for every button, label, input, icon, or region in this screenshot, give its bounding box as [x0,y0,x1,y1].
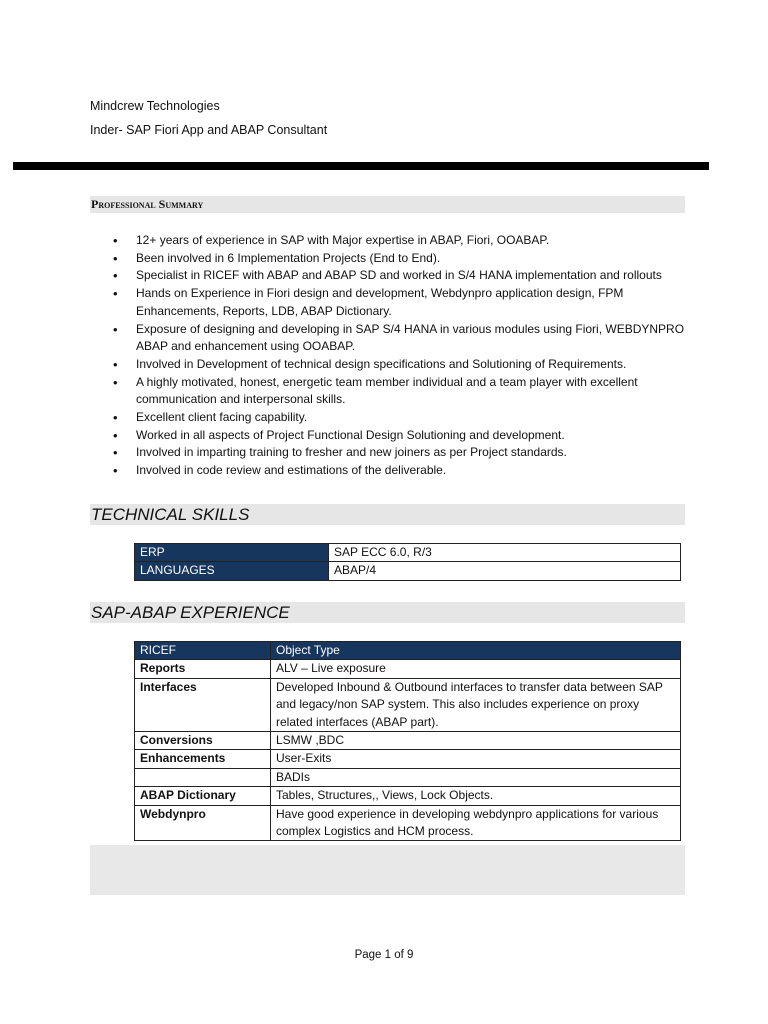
summary-title: Professional Summary [91,197,204,211]
table-row [135,750,681,768]
technical-skills-title: TECHNICAL SKILLS [91,505,250,524]
technical-skills-table [134,543,681,581]
consultant-role: Inder- SAP Fiori App and ABAP Consultant [90,123,328,137]
ricef-type: Reports [135,660,271,678]
abap-experience-bar [90,602,685,623]
object-description: ALV – Live exposure [271,660,681,678]
ricef-type: Webdynpro [135,805,271,841]
summary-list [110,232,690,480]
abap-experience-title: SAP-ABAP EXPERIENCE [91,603,290,622]
table-row [135,805,681,841]
object-description: User-Exits [271,750,681,768]
summary-item: • Exposure of designing and developing in SAP S/4 HANA in various modules using Fiori, WEBDYNPRO ABAP and enhancement using OOABAP. [110,321,690,356]
page-number: Page 1 of 9 [354,949,414,961]
summary-item: • 12+ years of experience in SAP with Major expertise in ABAP, Fiori, OOABAP. [110,232,690,250]
table-row [135,544,681,562]
table-row [135,660,681,678]
resume-header [90,94,327,142]
summary-item: • A highly motivated, honest, energetic team member individual and a team player with excellent communication and interpersonal skills. [110,374,690,409]
object-description: Developed Inbound & Outbound interfaces to transfer data between SAP and legacy/non SAP system. This also includes experience on proxy related interfaces (ABAP part). [271,678,681,731]
ricef-type: Interfaces [135,678,271,731]
skill-value: SAP ECC 6.0, R/3 [329,544,681,562]
table-row [135,768,681,786]
header-divider [13,162,709,170]
table-row [135,732,681,750]
abap-experience-table [134,641,681,841]
table-row [135,562,681,580]
summary-item: • Excellent client facing capability. [110,409,690,427]
object-description: BADIs [271,768,681,786]
summary-item: • Hands on Experience in Fiori design and development, Webdynpro application design, FPM Enhancements, Reports, LDB, ABAP Dictionary. [110,285,690,320]
summary-item: • Involved in Development of technical design specifications and Solutioning of Requirements. [110,356,690,374]
skill-label: ERP [135,544,329,562]
summary-item: • Involved in imparting training to fresher and new joiners as per Project standards. [110,444,690,462]
object-type-header: Object Type [271,642,681,660]
ricef-header: RICEF [135,642,271,660]
skill-label: LANGUAGES [135,562,329,580]
summary-item: • Specialist in RICEF with ABAP and ABAP SD and worked in S/4 HANA implementation and rollouts [110,267,690,285]
summary-item: • Involved in code review and estimations of the deliverable. [110,462,690,480]
summary-item: • Worked in all aspects of Project Functional Design Solutioning and development. [110,427,690,445]
ricef-type: ABAP Dictionary [135,787,271,805]
object-description: LSMW ,BDC [271,732,681,750]
table-row [135,678,681,731]
ricef-type: Enhancements [135,750,271,768]
technical-skills-bar [90,504,685,525]
table-row [135,787,681,805]
skill-value: ABAP/4 [329,562,681,580]
summary-item: • Been involved in 6 Implementation Projects (End to End). [110,250,690,268]
summary-section-bar [90,196,685,213]
ricef-type [135,768,271,786]
footer-shaded-block [90,845,685,895]
table-header-row [135,642,681,660]
company-name: Mindcrew Technologies [90,99,220,113]
object-description: Have good experience in developing webdynpro applications for various complex Logistics and HCM process. [271,805,681,841]
ricef-type: Conversions [135,732,271,750]
object-description: Tables, Structures,, Views, Lock Objects. [271,787,681,805]
